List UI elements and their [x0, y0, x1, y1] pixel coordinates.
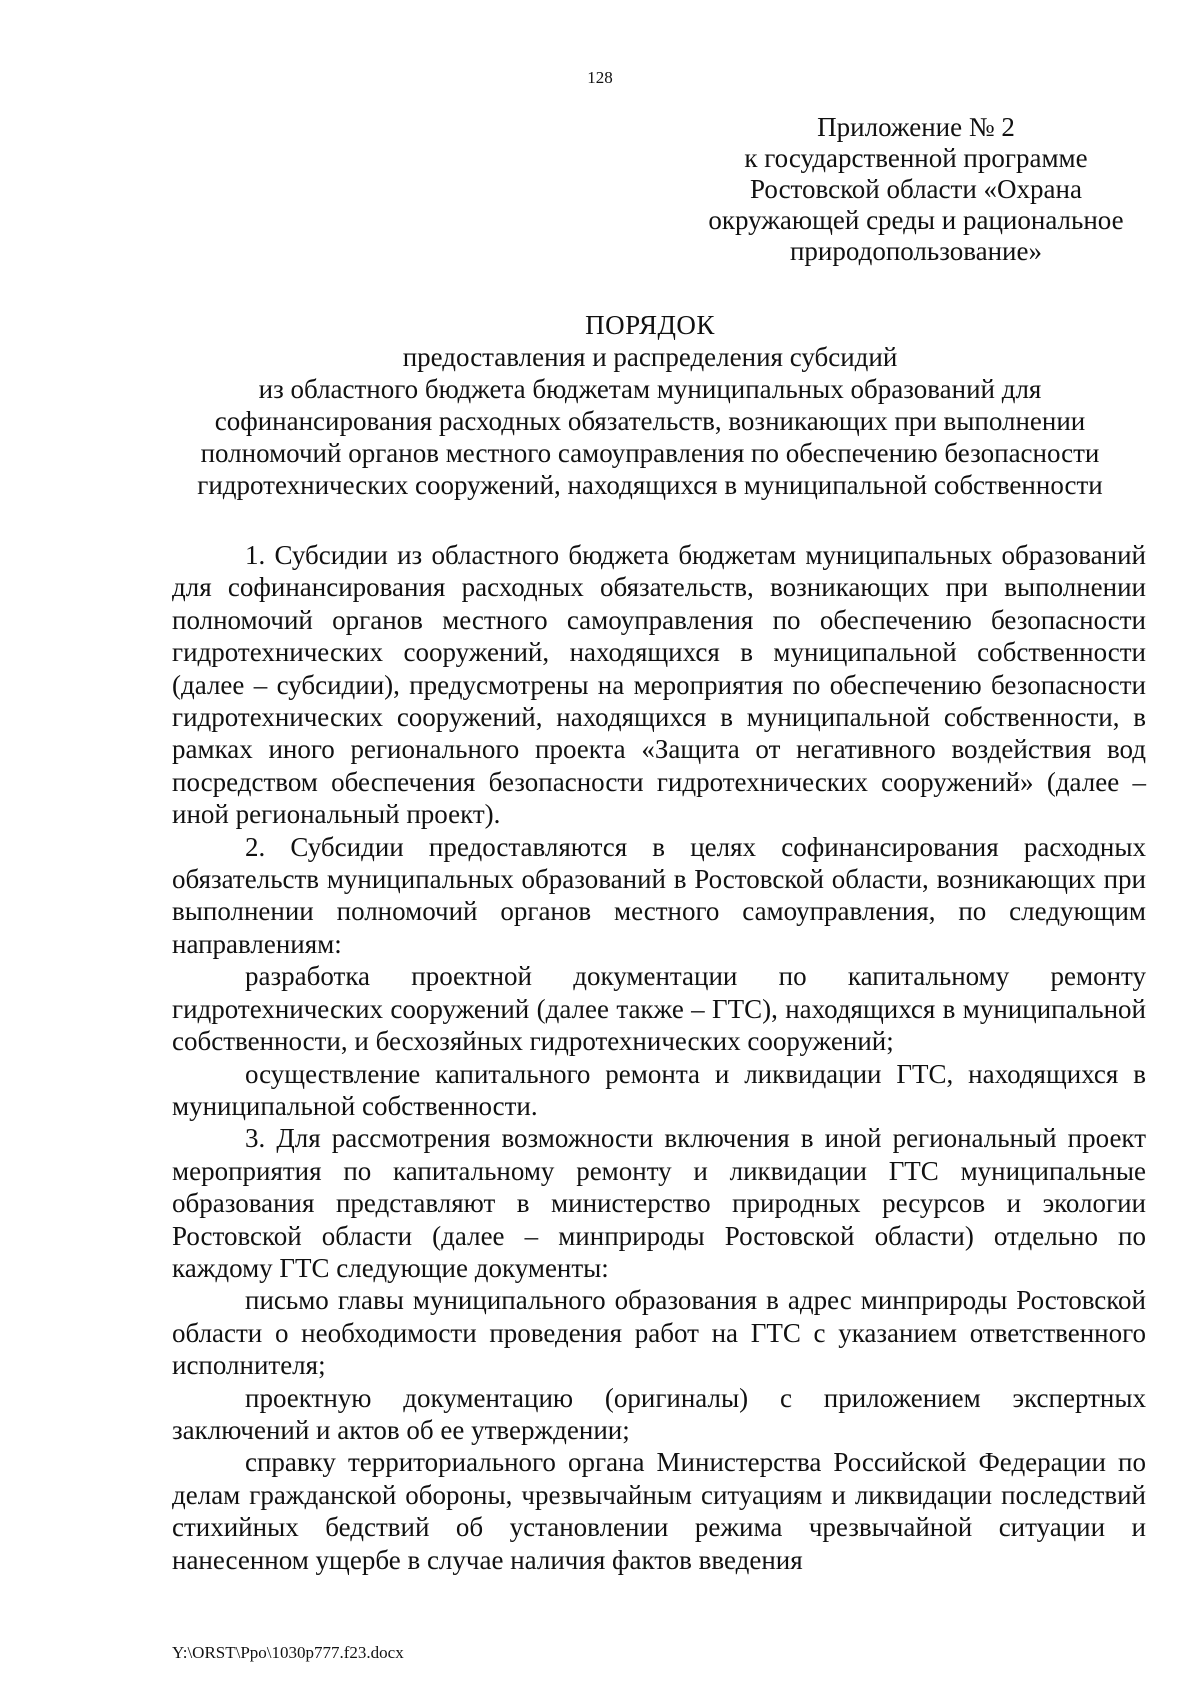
- footer-file-path: Y:\ORST\Ppo\1030p777.f23.docx: [172, 1643, 404, 1662]
- document-body: [172, 539, 1146, 1576]
- paragraph-2-item-1: разработка проектной документации по капитальному ремонту гидротехнических сооружений (далее также – ГТС), находящихся в муниципальной собственности, и бесхозяйных гидротехнических сооружений;: [172, 961, 1146, 1057]
- title-subtitle-line: предоставления и распределения субсидий: [402, 342, 898, 372]
- paragraph-3-item-2: проектную документацию (оригиналы) с приложением экспертных заключений и актов об ее утверждении;: [172, 1382, 1146, 1445]
- appendix-line: природопользование»: [789, 236, 1042, 266]
- appendix-reference: [666, 112, 1166, 267]
- paragraph-2-item-2: осуществление капитального ремонта и ликвидации ГТС, находящихся в муниципальной собственности.: [172, 1058, 1146, 1121]
- appendix-line: окружающей среды и рациональное: [708, 205, 1124, 235]
- paragraph-1: 1. Субсидии из областного бюджета бюджетам муниципальных образований для софинансирования расходных обязательств, возникающих при выполнении полномочий органов местного самоуправления по обеспечению безопасности гидротехнических сооружений, находящихся в муниципальной собственности (далее – субсидии), предусмотрены на мероприятия по обеспечению безопасности гидротехнических сооружений, находящихся в муниципальной собственности, в рамках иного регионального проекта «Защита от негативного воздействия вод посредством обеспечения безопасности гидротехнических сооружений» (далее – иной региональный проект).: [172, 540, 1146, 830]
- title-subtitle-line: гидротехнических сооружений, находящихся в муниципальной собственности: [197, 470, 1103, 500]
- paragraph-3-item-1: письмо главы муниципального образования в адрес минприроды Ростовской области о необходимости проведения работ на ГТС с указанием ответственного исполнителя;: [172, 1285, 1146, 1381]
- appendix-line: к государственной программе: [744, 143, 1088, 173]
- paragraph-3-item-3: справку территориального органа Министерства Российской Федерации по делам гражданской обороны, чрезвычайным ситуациям и ликвидации последствий стихийных бедствий об установлении режима чрезвычайной ситуации и нанесенном ущербе в случае наличия фактов введения: [172, 1447, 1146, 1575]
- appendix-line: Приложение № 2: [817, 112, 1015, 142]
- title-subtitle-line: полномочий органов местного самоуправления по обеспечению безопасности: [200, 438, 1100, 468]
- title-main: ПОРЯДОК: [585, 310, 715, 340]
- paragraph-3: 3. Для рассмотрения возможности включения в иной региональный проект мероприятия по капитальному ремонту и ликвидации ГТС муниципальные образования представляют в министерство природных ресурсов и экологии Ростовской области (далее – минприроды Ростовской области) отдельно по каждому ГТС следующие документы:: [172, 1123, 1146, 1283]
- document-title: [150, 309, 1150, 501]
- title-subtitle-line: софинансирования расходных обязательств, возникающих при выполнении: [214, 406, 1086, 436]
- page-number: 128: [587, 68, 613, 87]
- title-subtitle-line: из областного бюджета бюджетам муниципальных образований для: [258, 374, 1042, 404]
- appendix-line: Ростовской области «Охрана: [750, 174, 1082, 204]
- paragraph-2: 2. Субсидии предоставляются в целях софинансирования расходных обязательств муниципальных образований в Ростовской области, возникающих при выполнении полномочий органов местного самоуправления, по следующим направлениям:: [172, 831, 1146, 959]
